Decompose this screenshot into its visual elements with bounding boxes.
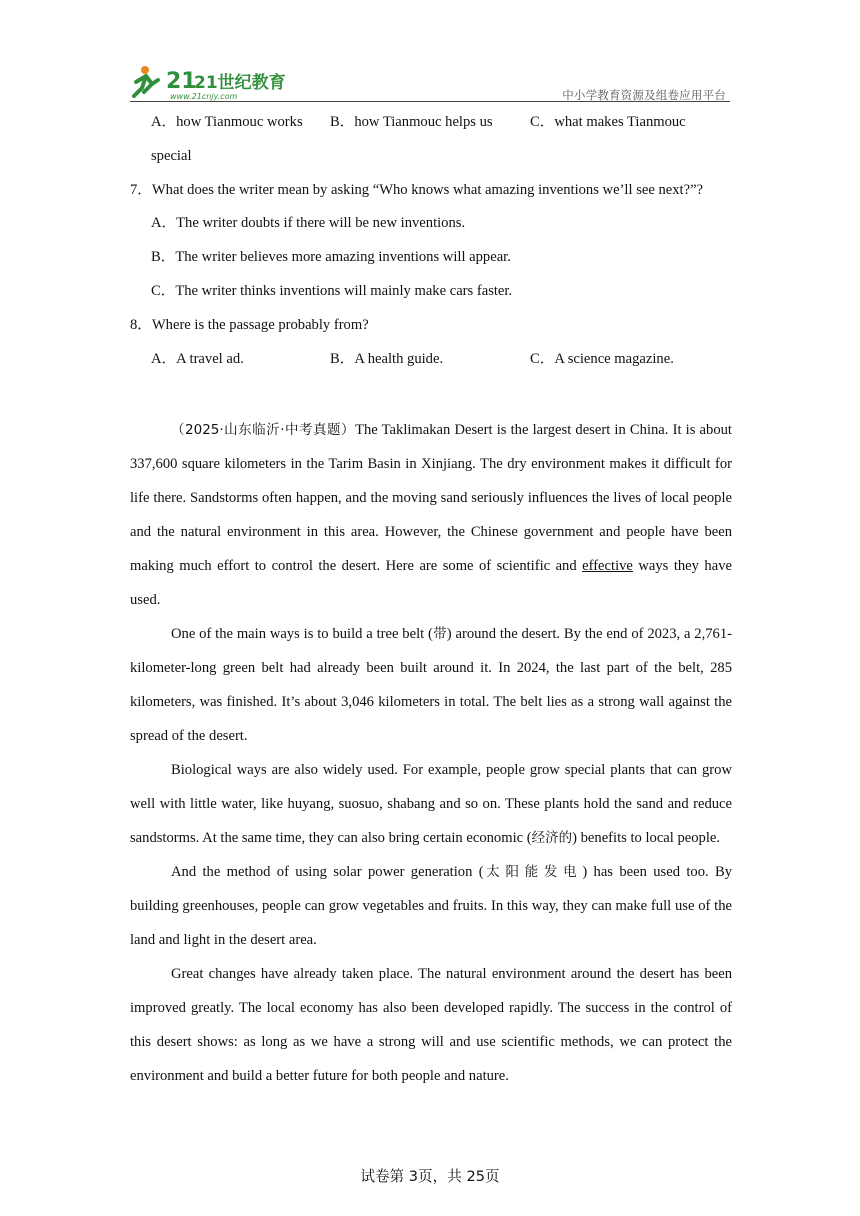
svg-text:21: 21 <box>166 69 197 94</box>
q6-option-a: A．how Tianmouc works <box>151 114 303 130</box>
logo-21cnjy <box>130 62 290 104</box>
question-7-stem: 7．What does the writer mean by asking “Who knows what amazing inventions we’ll see next?”? <box>130 182 704 198</box>
page-number-footer: 试卷第 3页，共 25页 <box>360 1168 500 1185</box>
q7-option-a: A．The writer doubts if there will be new inventions. <box>151 215 466 231</box>
q6-option-c-continued: special <box>151 148 192 164</box>
underlined-word: effective <box>582 558 633 574</box>
q7-option-b: B．The writer believes more amazing inventions will appear. <box>151 249 511 265</box>
header-divider <box>130 101 730 102</box>
page-header <box>130 62 730 104</box>
svg-text:21世纪教育: 21世纪教育 <box>194 73 286 93</box>
platform-name: 中小学教育资源及组卷应用平台 <box>562 88 726 102</box>
svg-text:www.21cnjy.com: www.21cnjy.com <box>170 92 238 101</box>
q6-option-c: C．what makes Tianmouc <box>530 114 686 130</box>
passage-paragraph-2: One of the main ways is to build a tree belt (带) around the desert. By the end of 2023, a 2,761-kilometer-long green belt had already been built around it. In 2024, the last part of the belt, 285 kilometers, was finished. It’s about 3,046 kilometers in total. The belt lies as a strong wall against the spread of the desert. <box>130 626 733 744</box>
q8-option-b: B．A health guide. <box>330 351 444 367</box>
q7-option-c: C．The writer thinks inventions will mainly make cars faster. <box>151 283 513 299</box>
question-8-stem: 8．Where is the passage probably from? <box>130 317 369 333</box>
reading-passage <box>130 413 732 1093</box>
passage-paragraph-1: （2025·山东临沂·中考真题）The Taklimakan Desert is the largest desert in China. It is about 337,600 square kilometers in the Tarim Basin in Xinjiang. The dry environment makes it difficult for life there. Sandstorms often happen, and the moving sand seriously influences the lives of local people and the natural environment in this area. However, the Chinese government and people have been making much effort to control the desert. Here are some of scientific and effective ways they have used. <box>130 422 732 608</box>
q8-option-a: A．A travel ad. <box>151 351 244 367</box>
passage-paragraph-3: Biological ways are also widely used. For example, people grow special plants that can grow well with little water, like huyang, suosuo, shabang and so on. These plants hold the sand and reduce sandstorms. At the same time, they can also bring certain economic (经济的) benefits to local people. <box>130 762 732 846</box>
passage-paragraph-4: And the method of using solar power generation (太阳能发电) has been used too. By building greenhouses, people can grow vegetables and fruits. In this way, they can make full use of the land and light in the desert area. <box>130 864 733 948</box>
q8-option-c: C．A science magazine. <box>530 351 674 367</box>
q6-option-b: B．how Tianmouc helps us <box>330 114 493 130</box>
source-label: （2025·山东临沂·中考真题） <box>171 422 356 438</box>
passage-paragraph-5: Great changes have already taken place. The natural environment around the desert has been improved greatly. The local economy has also been developed rapidly. The success in the control of this desert shows: as long as we have a strong will and use scientific methods, we can protect the environment and build a better future for both people and nature. <box>130 966 732 1084</box>
